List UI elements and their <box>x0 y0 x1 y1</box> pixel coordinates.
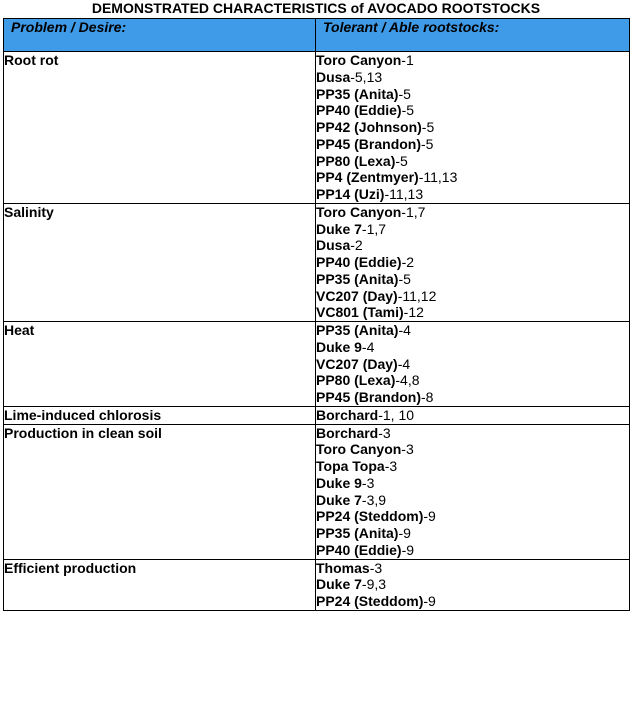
rootstock-entry <box>316 475 629 492</box>
rootstocks-cell <box>316 559 630 610</box>
rootstock-name: Thomas <box>316 559 370 576</box>
rootstock-entry <box>316 441 629 458</box>
rootstock-name: Duke 9 <box>316 338 362 355</box>
rootstock-name: PP80 (Lexa) <box>316 152 396 169</box>
reference-numbers: -5 <box>421 135 434 152</box>
reference-numbers: -3 <box>378 424 391 441</box>
reference-numbers: -9 <box>401 541 415 558</box>
rootstock-name: PP4 (Zentmyer) <box>316 169 419 186</box>
reference-numbers: -9,3 <box>361 576 387 593</box>
rootstock-name: PP40 (Eddie) <box>316 541 402 558</box>
reference-numbers: -2 <box>401 254 415 270</box>
reference-numbers: -4,8 <box>395 372 420 389</box>
table-row <box>4 424 630 559</box>
rootstock-name: PP35 (Anita) <box>316 322 399 338</box>
rootstock-name: PP35 (Anita) <box>316 270 399 287</box>
rootstock-name: PP80 (Lexa) <box>316 372 396 389</box>
rootstock-name: Toro Canyon <box>316 441 402 458</box>
rootstock-entry <box>316 254 629 271</box>
rootstock-name: PP40 (Eddie) <box>316 102 402 119</box>
problem-cell: Root rot <box>4 52 316 204</box>
rootstock-entry <box>316 304 629 321</box>
rootstock-name: Duke 9 <box>316 474 362 491</box>
reference-numbers: -5 <box>395 152 408 169</box>
rootstocks-cell <box>316 406 630 424</box>
reference-numbers: -12 <box>403 304 424 321</box>
rootstocks-cell <box>316 322 630 407</box>
table-row <box>4 203 630 321</box>
rootstock-name: Borchard <box>316 406 379 423</box>
reference-numbers: -9 <box>423 593 436 609</box>
reference-numbers: -3 <box>401 441 414 458</box>
rootstock-name: PP45 (Brandon) <box>316 389 422 405</box>
table-body <box>4 52 630 611</box>
rootstock-name: PP40 (Eddie) <box>316 254 402 270</box>
rootstock-name: PP45 (Brandon) <box>316 135 422 152</box>
rootstock-entry <box>316 102 629 119</box>
rootstock-entry <box>316 576 629 593</box>
rootstock-name: Topa Topa <box>316 458 385 474</box>
rootstock-name: PP35 (Anita) <box>316 525 399 541</box>
reference-numbers: -1, 10 <box>378 406 415 423</box>
problem-cell: Heat <box>4 322 316 407</box>
rootstock-entry <box>316 153 629 170</box>
document-title: DEMONSTRATED CHARACTERISTICS of AVOCADO ROOTSTOCKS <box>91 0 541 16</box>
reference-numbers: -3,9 <box>361 491 387 508</box>
reference-numbers: -4 <box>361 338 375 355</box>
rootstock-entry <box>316 237 629 254</box>
reference-numbers: -9 <box>423 508 436 525</box>
table-row <box>4 559 630 610</box>
reference-numbers: -3 <box>361 474 375 491</box>
rootstocks-cell <box>316 52 630 204</box>
rootstock-table <box>3 18 630 611</box>
reference-numbers: -2 <box>350 237 363 254</box>
header-problem-label: Problem / Desire: <box>11 19 127 35</box>
reference-numbers: -4 <box>397 355 411 372</box>
header-problem-desire <box>4 19 316 52</box>
rootstock-name: Borchard <box>316 424 379 441</box>
rootstock-entry <box>316 288 629 305</box>
reference-numbers: -8 <box>421 389 434 405</box>
rootstock-entry <box>316 425 629 442</box>
rootstock-entry <box>316 136 629 153</box>
problem-cell: Production in clean soil <box>4 424 316 559</box>
rootstock-entry <box>316 458 629 475</box>
rootstock-name: PP14 (Uzi) <box>316 186 385 202</box>
reference-numbers: -9 <box>398 525 411 541</box>
rootstock-entry <box>316 407 629 424</box>
rootstock-entry <box>316 119 629 136</box>
reference-numbers: -5 <box>398 85 411 102</box>
reference-numbers: -5 <box>401 102 415 119</box>
rootstock-entry <box>316 204 629 221</box>
reference-numbers: -11,13 <box>384 186 424 202</box>
header-rootstocks-label: Tolerant / Able rootstocks: <box>323 19 500 35</box>
reference-numbers: -1,7 <box>401 203 426 220</box>
rootstock-name: PP35 (Anita) <box>316 85 399 102</box>
rootstock-entry <box>316 169 629 186</box>
reference-numbers: -4 <box>398 322 411 338</box>
rootstock-entry <box>316 593 629 610</box>
reference-numbers: -11,12 <box>397 287 437 304</box>
rootstock-entry <box>316 542 629 559</box>
reference-numbers: -5,13 <box>350 68 383 85</box>
rootstock-entry <box>316 271 629 288</box>
table-row <box>4 322 630 407</box>
rootstock-name: VC801 (Tami) <box>316 304 404 321</box>
rootstock-entry <box>316 322 629 339</box>
rootstock-entry <box>316 86 629 103</box>
rootstock-name: Toro Canyon <box>316 203 402 220</box>
rootstock-name: Duke 7 <box>316 491 362 508</box>
table-header-row <box>4 19 630 52</box>
rootstock-name: VC207 (Day) <box>316 355 398 372</box>
rootstock-entry <box>316 508 629 525</box>
table-row <box>4 52 630 204</box>
rootstock-entry <box>316 372 629 389</box>
rootstock-entry <box>316 221 629 238</box>
header-tolerant-rootstocks <box>316 19 630 52</box>
rootstock-entry <box>316 525 629 542</box>
reference-numbers: -5 <box>421 119 435 135</box>
rootstock-name: Toro Canyon <box>316 52 402 68</box>
rootstock-name: Dusa <box>316 237 351 254</box>
problem-cell: Efficient production <box>4 559 316 610</box>
rootstock-entry <box>316 186 629 203</box>
reference-numbers: -11,13 <box>418 169 458 186</box>
rootstock-name: PP24 (Steddom) <box>316 593 424 609</box>
rootstock-entry <box>316 492 629 509</box>
reference-numbers: -5 <box>398 270 411 287</box>
rootstock-name: Duke 7 <box>316 576 362 593</box>
rootstocks-cell <box>316 203 630 321</box>
problem-cell: Lime-induced chlorosis <box>4 406 316 424</box>
problem-cell: Salinity <box>4 203 316 321</box>
table-row <box>4 406 630 424</box>
reference-numbers: -3 <box>369 559 383 576</box>
rootstock-entry <box>316 69 629 86</box>
rootstock-name: Duke 7 <box>316 220 362 237</box>
rootstocks-cell <box>316 424 630 559</box>
rootstock-name: PP42 (Johnson) <box>316 119 422 135</box>
reference-numbers: -1 <box>401 52 414 68</box>
rootstock-entry <box>316 389 629 406</box>
rootstock-entry <box>316 356 629 373</box>
rootstock-entry <box>316 339 629 356</box>
reference-numbers: -3 <box>384 458 398 474</box>
rootstock-name: PP24 (Steddom) <box>316 508 424 525</box>
rootstock-name: Dusa <box>316 68 351 85</box>
rootstock-entry <box>316 560 629 577</box>
rootstock-entry <box>316 52 629 69</box>
reference-numbers: -1,7 <box>361 220 387 237</box>
rootstock-name: VC207 (Day) <box>316 287 398 304</box>
